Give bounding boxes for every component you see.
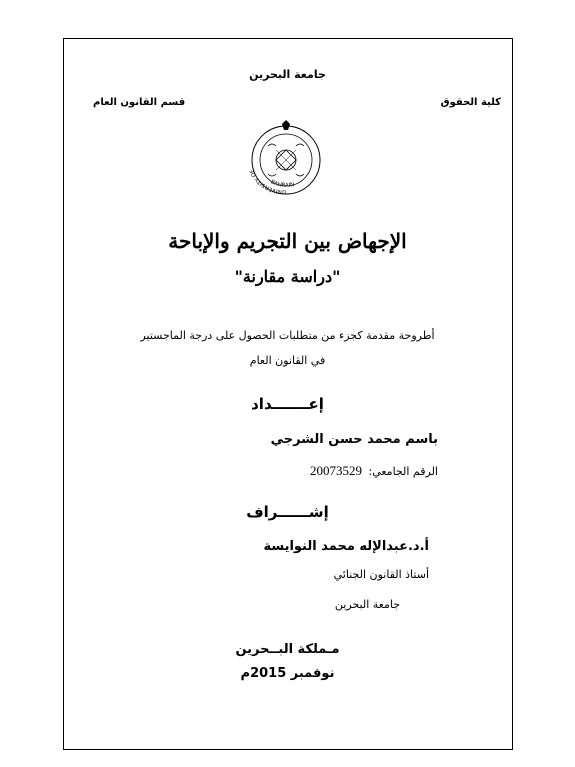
- seal-ring-bottom-text: BAHRAIN: [269, 179, 295, 189]
- supervisor-name: أ.د.عبدالإله محمد النوايسة: [263, 539, 429, 554]
- submission-date: نوفمبر 2015م: [240, 666, 335, 681]
- college-name: كلية الحقوق: [440, 97, 501, 108]
- student-id-number: 20073529: [310, 463, 362, 478]
- department-name: قسم القانون العام: [93, 97, 186, 108]
- supervisor-title: أستاذ القانون الجنائي: [333, 568, 429, 581]
- svg-text:UNIVERSITY OF: [249, 168, 286, 194]
- country-name: مـملكة البــحرين: [235, 642, 340, 657]
- preparation-heading: إعـــــــداد: [251, 395, 324, 413]
- university-name: جامعة البحرين: [249, 68, 326, 81]
- thesis-field: في القانون العام: [249, 354, 326, 367]
- author-name: باسم محمد حسن الشرجي: [270, 432, 438, 447]
- student-id-line: [310, 463, 438, 479]
- supervision-heading: إشــــــراف: [246, 503, 329, 521]
- thesis-subtitle: "دراسة مقارنة": [234, 267, 341, 286]
- university-seal-icon: [248, 120, 324, 196]
- thesis-title: الإجهاض بين التجريم والإباحة: [168, 229, 407, 253]
- seal-ring-left-text: UNIVERSITY OF: [249, 168, 287, 195]
- student-id-label: الرقم الجامعي:: [368, 465, 438, 478]
- supervisor-university: جامعة البحرين: [334, 598, 400, 611]
- thesis-description: أطروحة مقدمة كجزء من متطلبات الحصول على درجة الماجستير: [140, 329, 435, 342]
